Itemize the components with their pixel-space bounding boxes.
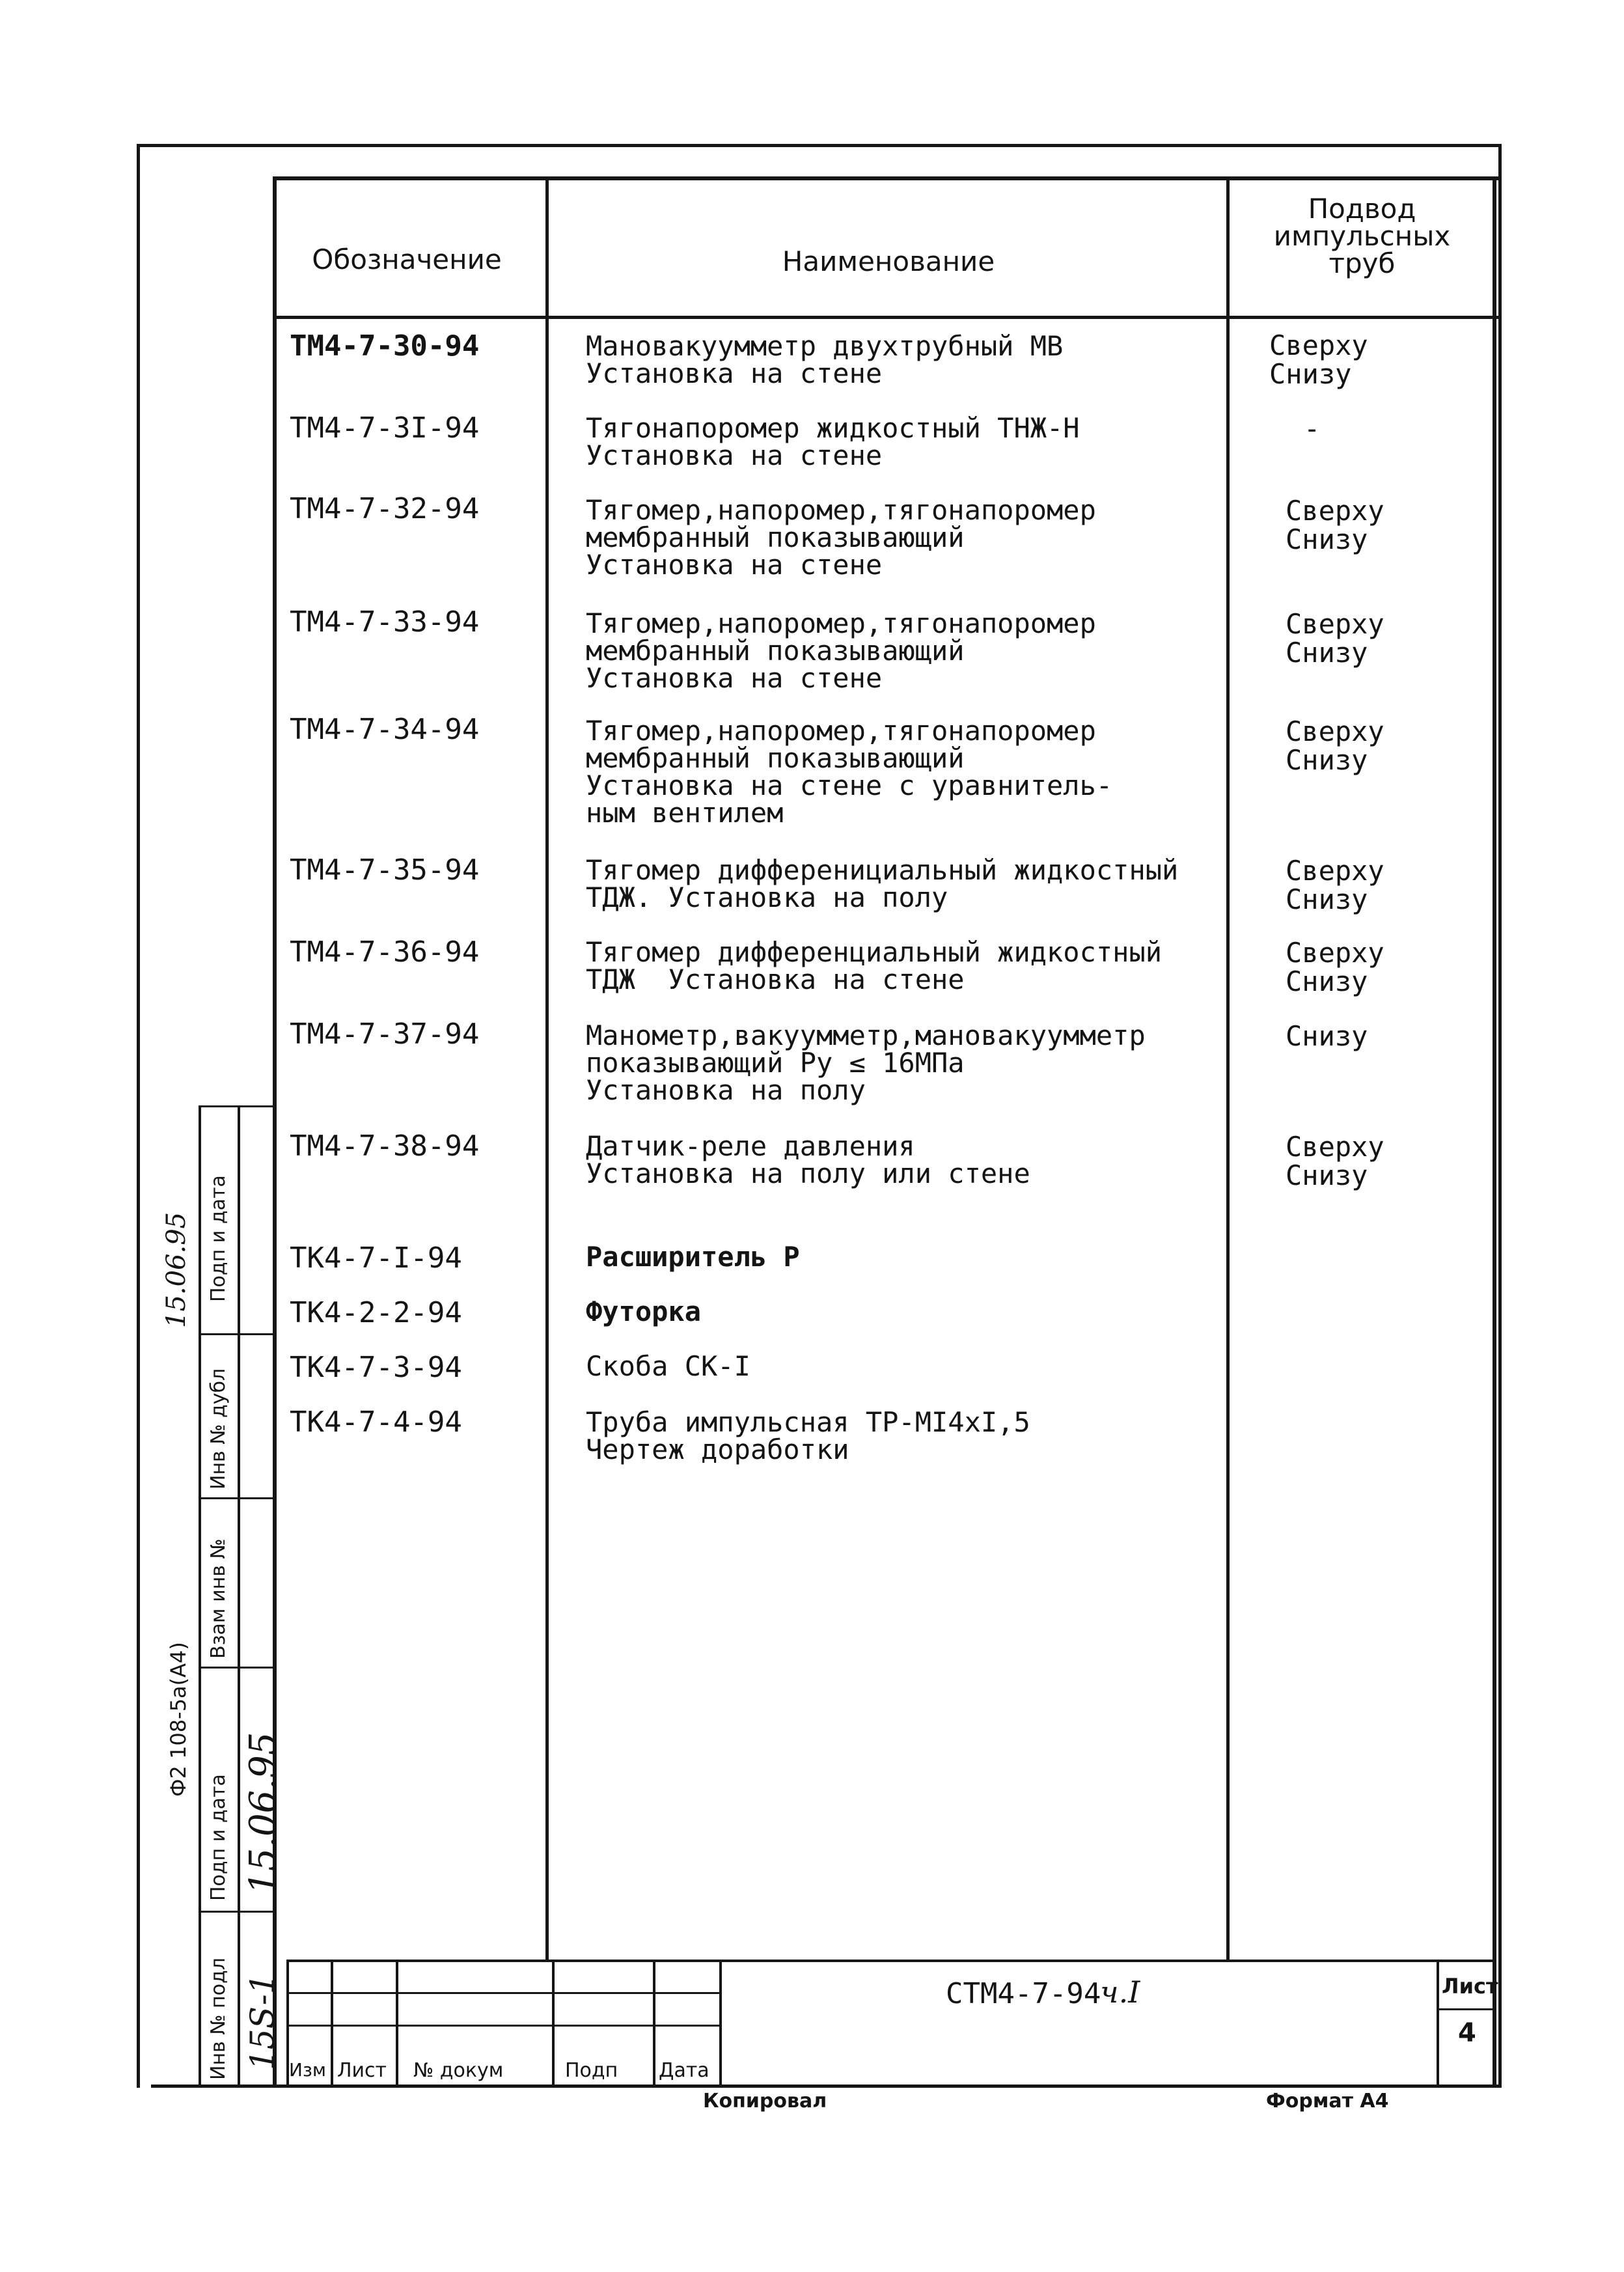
document-code: СТМ4-7-94 (946, 1977, 1101, 2010)
stamp-top-cap (199, 1105, 276, 1107)
title-col-list: Лист (337, 2059, 387, 2082)
title-block-col-4 (552, 1960, 555, 2085)
header-separator (273, 316, 1498, 319)
row-11-code: ТК4-2-2-94 (290, 1296, 462, 1329)
column-divider-1 (545, 176, 549, 1960)
row-2-name: Тягонапоромер жидкостный ТНЖ-Н Установка на стене (586, 412, 1080, 471)
title-block-col-3 (396, 1960, 398, 2085)
table-frame-right (1493, 176, 1496, 2085)
column-divider-2 (1226, 176, 1230, 1960)
footer-copied: Копировал (703, 2090, 827, 2113)
stamp-hand-inv: 15S-1 (243, 1973, 281, 2070)
row-4-code: ТМ4-7-33-94 (290, 605, 480, 639)
stamp-form-code: Ф2 108-5а(А4) (166, 1642, 191, 1797)
table-frame-top (273, 176, 1498, 180)
row-5-feed: Сверху Снизу (1286, 715, 1384, 776)
row-1-name: Мановакуумметр двухтрубный МВ Установка на стене (586, 330, 1064, 389)
title-block-row-line-2 (286, 2025, 721, 2027)
row-10-code: ТК4-7-I-94 (290, 1241, 462, 1275)
row-2-code: ТМ4-7-3I-94 (290, 411, 480, 445)
row-13-name: Труба импульсная ТР-МI4хI,5 Чертеж доработки (586, 1406, 1030, 1465)
title-block-sheet-divider (1437, 1960, 1439, 2085)
stamp-sign-date-1: Подп и дата (207, 1175, 230, 1302)
stamp-sep-2 (199, 1497, 276, 1499)
title-block-row-line-1 (286, 1992, 721, 1994)
row-12-code: ТК4-7-3-94 (290, 1351, 462, 1384)
stamp-line-outer (199, 1105, 201, 2085)
title-block-top (286, 1960, 1496, 1962)
stamp-line-inner (238, 1105, 240, 2085)
outer-frame-right (1498, 144, 1502, 2088)
title-block-col-5 (653, 1960, 655, 2085)
row-10-name: Расширитель Р (586, 1241, 800, 1273)
row-6-code: ТМ4-7-35-94 (290, 853, 480, 887)
row-9-code: ТМ4-7-38-94 (290, 1129, 480, 1163)
stamp-hand-top: 15.06.95 (161, 1212, 191, 1328)
row-8-feed: Снизу (1286, 1020, 1368, 1052)
row-7-feed: Сверху Снизу (1286, 937, 1384, 997)
stamp-sign-date-2: Подп и дата (207, 1774, 230, 1901)
stamp-sep-1 (199, 1333, 276, 1335)
header-name: Наименование (782, 245, 995, 277)
row-6-name: Тягомер дифференициальный жидкостный ТДЖ. Установка на полу (586, 854, 1179, 913)
row-3-name: Тягомер,напоромер,тягонапоромер мембранный показывающий Установка на стене (586, 494, 1096, 581)
header-impulse-feed: Подвод импульсных труб (1273, 193, 1451, 279)
title-col-sign: Подп (565, 2059, 618, 2082)
outer-frame-top (137, 144, 1502, 147)
row-9-feed: Сверху Снизу (1286, 1131, 1384, 1191)
outer-frame-left (137, 144, 140, 2088)
row-3-code: ТМ4-7-32-94 (290, 492, 480, 525)
row-7-code: ТМ4-7-36-94 (290, 935, 480, 969)
title-block-sheet-line (1437, 2008, 1496, 2010)
stamp-inv-dubl: Инв № дубл (207, 1368, 230, 1489)
row-5-code: ТМ4-7-34-94 (290, 713, 480, 746)
sheet-label: Лист (1442, 1974, 1498, 1999)
title-col-doc: № докум (413, 2059, 504, 2082)
row-8-code: ТМ4-7-37-94 (290, 1018, 480, 1051)
row-7-name: Тягомер дифференциальный жидкостный ТДЖ Установка на стене (586, 936, 1163, 995)
stamp-hand-date: 15.06.95 (242, 1732, 284, 1894)
header-designation: Обозначение (312, 243, 502, 275)
row-6-feed: Сверху Снизу (1286, 855, 1384, 915)
title-block-col-2 (331, 1960, 333, 2085)
sheet-number: 4 (1458, 2018, 1476, 2048)
title-block-col-6 (719, 1960, 722, 2085)
stamp-sep-3 (199, 1667, 276, 1669)
row-2-feed: - (1304, 413, 1321, 445)
row-3-feed: Сверху Снизу (1286, 495, 1384, 555)
row-8-name: Манометр,вакуумметр,мановакуумметр показывающий Pу ≤ 16МПа Установка на полу (586, 1019, 1146, 1106)
footer-format: Формат А4 (1266, 2090, 1389, 2113)
document-part: ч.I (1100, 1974, 1140, 2010)
stamp-inv-orig: Инв № подл (207, 1958, 230, 2080)
row-11-name: Футорка (586, 1295, 702, 1327)
title-col-date: Дата (659, 2059, 709, 2082)
row-12-name: Скоба СК-I (586, 1350, 750, 1382)
stamp-vzam-inv: Взам инв № (207, 1538, 230, 1659)
row-1-code: ТМ4-7-30-94 (290, 329, 480, 363)
outer-frame-bottom (151, 2085, 1502, 2088)
row-4-feed: Сверху Снизу (1286, 608, 1384, 669)
row-9-name: Датчик-реле давления Установка на полу или стене (586, 1130, 1030, 1189)
stamp-sep-4 (199, 1911, 276, 1913)
title-col-izm: Изм (289, 2059, 326, 2081)
row-1-feed: Сверху Снизу (1269, 329, 1368, 390)
row-13-code: ТК4-7-4-94 (290, 1406, 462, 1439)
row-5-name: Тягомер,напоромер,тягонапоромер мембранный показывающий Установка на стене с уравнитель- ным вентилем (586, 715, 1113, 829)
row-4-name: Тягомер,напоромер,тягонапоромер мембранный показывающий Установка на стене (586, 607, 1096, 694)
